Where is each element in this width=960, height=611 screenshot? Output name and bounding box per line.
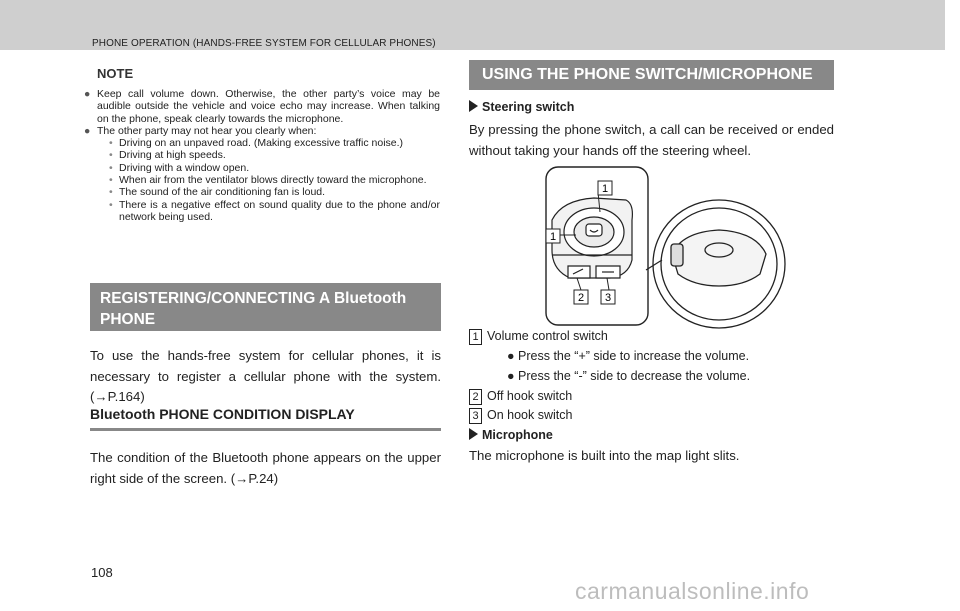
- bullet-icon: •: [109, 161, 113, 174]
- bullet-icon: •: [109, 149, 113, 162]
- callout-1-top: 1: [601, 183, 609, 195]
- page-number: 108: [91, 565, 113, 580]
- legend-item: 2 Off hook switch: [469, 387, 572, 405]
- section-heading-using: USING THE PHONE SWITCH/MICROPHONE: [469, 60, 834, 90]
- steering-switch-heading: Steering switch: [469, 100, 574, 114]
- note-title: NOTE: [97, 66, 134, 81]
- subsection-heading-condition: Bluetooth PHONE CONDITION DISPLAY: [90, 406, 355, 422]
- number-box: 2: [469, 389, 482, 405]
- microphone-heading: Microphone: [469, 428, 553, 442]
- microphone-text: The microphone is built into the map light slits.: [469, 448, 740, 463]
- bullet-icon: •: [109, 137, 113, 150]
- registering-text: To use the hands-free system for cellular phones, it is necessary to register a cellular phone with the system. (→P.164): [90, 348, 441, 404]
- note-body: [84, 88, 440, 223]
- volume-note: ● Press the “-” side to decrease the volume.: [507, 369, 751, 383]
- note-item: ● Keep call volume down. Otherwise, the other party’s voice may be audible outside the vehicle and voice echo may increase. When talking on the phone, speak clearly towards the microphone.: [84, 88, 440, 125]
- steering-switch-text: By pressing the phone switch, a call can be received or ended without taking your hands off the steering wheel.: [469, 122, 834, 158]
- divider: [90, 428, 441, 431]
- bullet-icon: •: [109, 186, 113, 199]
- note-subitem: • Driving with a window open.: [109, 161, 250, 174]
- callout-2: 2: [577, 292, 585, 304]
- note-subitem: • The sound of the air conditioning fan is loud.: [109, 186, 326, 199]
- switch-panel-icon: [549, 198, 632, 278]
- condition-text: The condition of the Bluetooth phone appears on the upper right side of the screen. (→P.24): [90, 450, 441, 486]
- arrow-right-icon: [469, 100, 478, 112]
- note-item: ● The other party may not hear you clearly when:: [84, 124, 317, 137]
- bullet-icon: •: [109, 198, 113, 211]
- bullet-icon: ●: [84, 88, 91, 100]
- header-title: PHONE OPERATION (HANDS-FREE SYSTEM FOR CELLULAR PHONES): [92, 38, 436, 49]
- bullet-icon: ●: [507, 369, 519, 383]
- note-subitem: • Driving on an unpaved road. (Making excessive traffic noise.): [109, 137, 404, 150]
- note-subitem: • Driving at high speeds.: [109, 149, 226, 162]
- watermark-text: carmanualsonline.info: [575, 578, 810, 604]
- number-box: 1: [469, 329, 482, 345]
- legend-item: 1 Volume control switch: [469, 327, 608, 345]
- bullet-icon: ●: [507, 349, 519, 363]
- page-header-bar: [0, 0, 945, 50]
- callout-1-left: 1: [549, 231, 557, 243]
- legend-item: 3 On hook switch: [469, 406, 572, 424]
- bullet-icon: ●: [84, 124, 91, 137]
- section-heading-registering: REGISTERING/CONNECTING A Bluetooth PHONE: [90, 283, 441, 331]
- bullet-icon: •: [109, 174, 113, 187]
- steering-wheel-icon: [646, 200, 785, 328]
- note-subitem: • There is a negative effect on sound quality due to the phone and/or network being used.: [109, 198, 440, 223]
- arrow-right-icon: [469, 428, 478, 440]
- volume-note: ● Press the “+” side to increase the volume.: [507, 349, 750, 363]
- note-subitem: • When air from the ventilator blows directly toward the microphone.: [109, 174, 427, 187]
- steering-wheel-figure: [482, 160, 828, 330]
- number-box: 3: [469, 408, 482, 424]
- callout-3: 3: [604, 292, 612, 304]
